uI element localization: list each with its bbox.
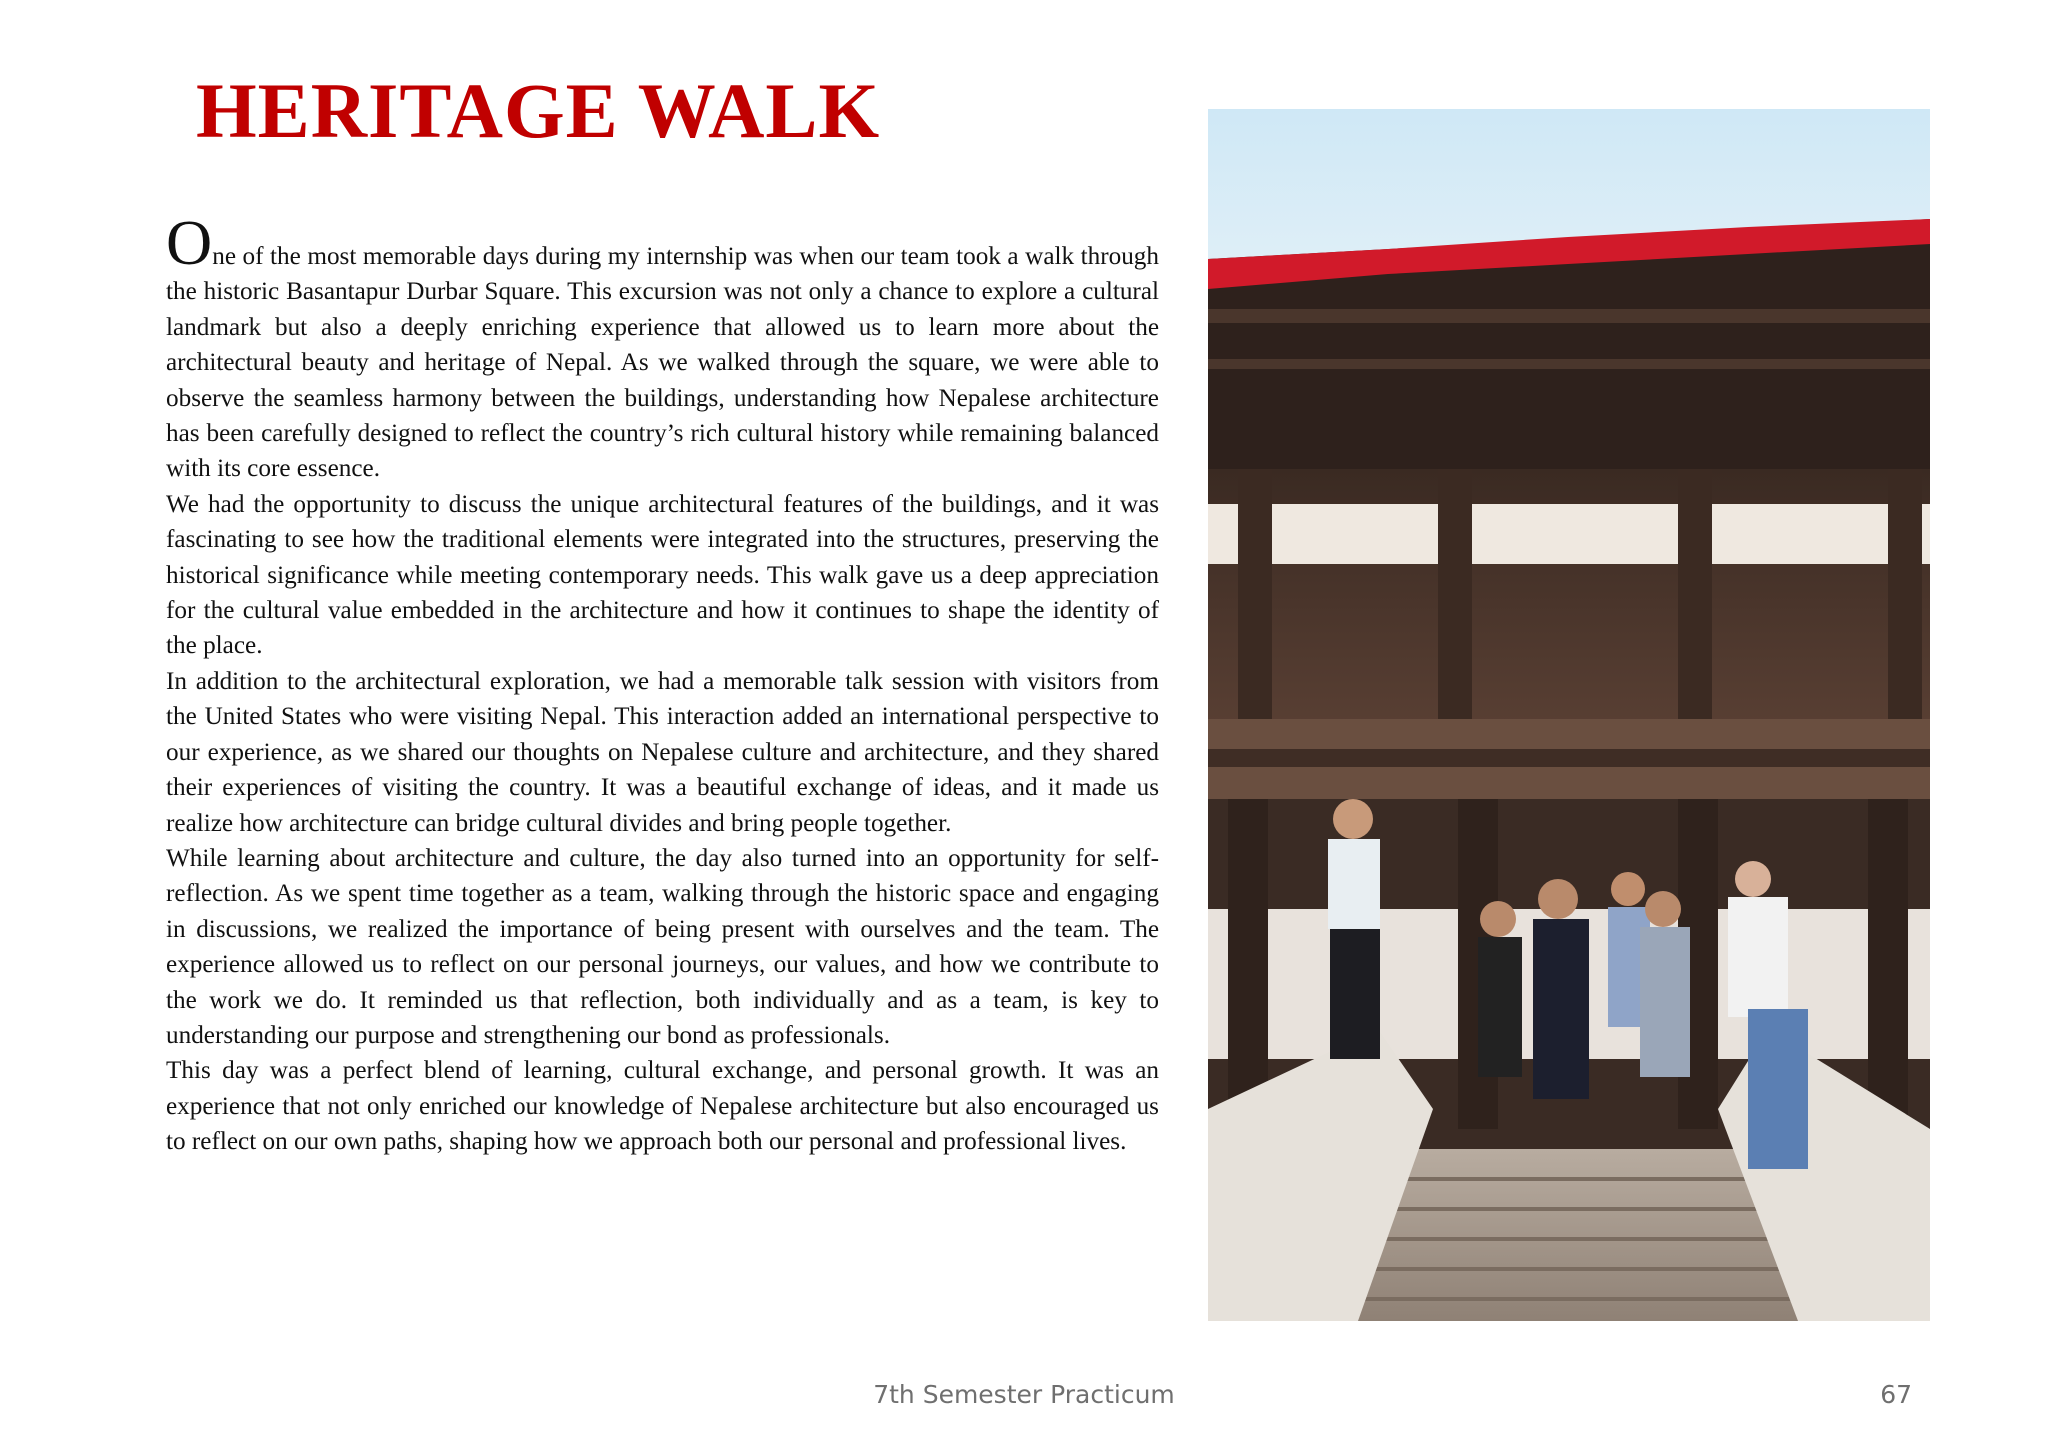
paragraph-5: This day was a perfect blend of learning, cultural exchange, and personal growth. It was an experience that not only enriched our knowledge of Nepalese architecture but also encouraged us to reflect on our own paths, shaping how we approach both our personal and professional lives.	[166, 1057, 1159, 1156]
paragraph-1	[166, 207, 1159, 487]
paragraph-3: In addition to the architectural exploration, we had a memorable talk session with visitors from the United States who were visiting Nepal. This interaction added an international perspective to our experience, as we shared our thoughts on Nepalese culture and architecture, and they shared their experiences of visiting the country. It was a beautiful exchange of ideas, and it made us realize how architecture can bridge cultural divides and bring people together.	[166, 667, 1159, 837]
paragraph-4: While learning about architecture and culture, the day also turned into an opportunity for self-reflection. As we spent time together as a team, walking through the historic space and engaging in discussions, we realized the importance of being present with ourselves and the team. The experience allowed us to reflect on our personal journeys, our values, and how we contribute to the work we do. It reminded us that reflection, both individually and as a team, is key to understanding our purpose and strengthening our bond as professionals.	[166, 844, 1159, 1049]
article-body	[166, 207, 1159, 1160]
paragraph-1-text: ne of the most memorable days during my internship was when our team took a walk through the historic Basantapur Durbar Square. This excursion was not only a chance to explore a cultural landmark but also a deeply enriching experience that allowed us to learn more about the architectural beauty and heritage of Nepal. As we walked through the square, we were able to observe the seamless harmony between the buildings, understanding how Nepalese architecture has been carefully designed to reflect the country’s rich cultural history while remaining balanced with its core essence.	[166, 243, 1159, 483]
footer-title: 7th Semester Practicum	[873, 1380, 1175, 1409]
page-number: 67	[1880, 1380, 1912, 1409]
group-photo	[1208, 109, 1930, 1321]
heritage-building-photo	[1208, 109, 1930, 1321]
drop-cap: O	[166, 207, 213, 278]
paragraph-2: We had the opportunity to discuss the unique architectural features of the buildings, and it was fascinating to see how the traditional elements were integrated into the structures, preserving the historical significance while meeting contemporary needs. This walk gave us a deep appreciation for the cultural value embedded in the architecture and how it continues to shape the identity of the place.	[166, 490, 1159, 660]
page-title: HERITAGE WALK	[196, 67, 881, 154]
